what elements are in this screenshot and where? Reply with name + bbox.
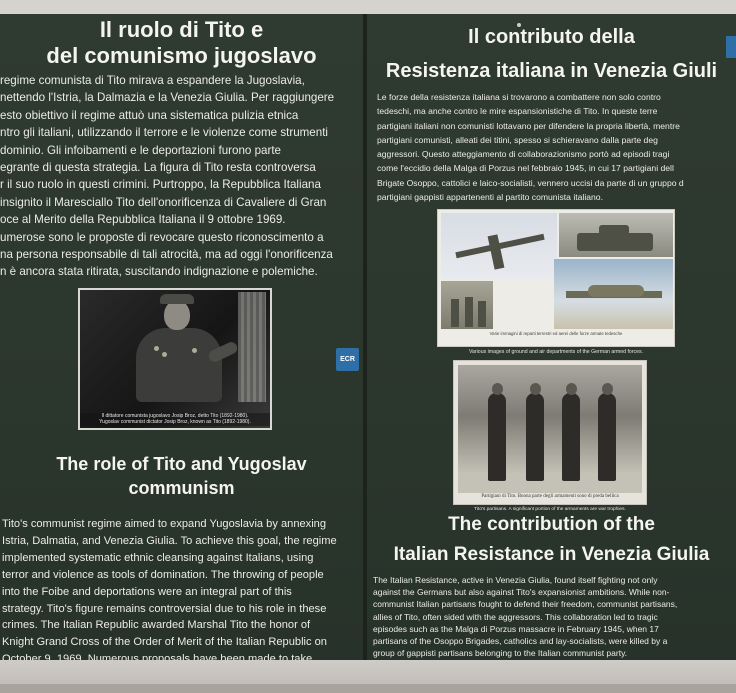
right-title-en-line-2: Italian Resistance in Venezia Giulia <box>393 544 710 565</box>
aircraft-photo <box>441 213 557 279</box>
partisan-figure <box>526 393 544 481</box>
body-line: oce al Merito della Repubblica Italiana il 9 ottobre 1969. <box>0 213 286 227</box>
tito-portrait-photo <box>78 288 272 430</box>
left-title-en-line-1: The role of Tito and Yugoslav <box>56 454 307 474</box>
body-line: dominio. Gli infoibamenti e le deportazioni furono parte <box>0 143 281 157</box>
soldiers-photo <box>441 281 493 329</box>
floor-strip <box>0 684 736 693</box>
body-line: crimes. The Italian Republic awarded Marshal Tito the honor of <box>2 619 311 632</box>
body-line: strategy. Tito's figure remains controversial due to his role in these <box>2 602 327 615</box>
body-line: come l'eccidio della Malga di Porzus nel febbraio 1945, in cui 17 partigiani dell <box>377 163 674 174</box>
body-line: The Italian Resistance, active in Venezia Giulia, found itself fighting not only <box>373 575 658 585</box>
soldier-figure <box>451 299 459 327</box>
tank-photo <box>559 213 673 257</box>
collage-caption-en: Various images of ground and air departments of the German armed forces. <box>468 349 644 355</box>
body-line: implemented systematic ethnic cleansing against Italians, using <box>2 551 314 564</box>
wall-top <box>0 0 736 14</box>
body-line: terror and violence as tools of domination. The throwing of people <box>2 568 324 581</box>
tito-photo-caption <box>80 413 270 426</box>
body-line: insignito il Maresciallo Tito dell'onorificenza di Cavaliere di Gran <box>0 195 327 209</box>
tank-hull <box>577 233 653 251</box>
body-line: Tito's communist regime aimed to expand Yugoslavia by annexing <box>2 518 327 530</box>
panel-tito-role <box>0 14 363 662</box>
body-line: esto obiettivo il regime attuò una sistematica pulizia etnica <box>0 108 299 122</box>
partisan-head <box>492 383 503 395</box>
partisan-head <box>530 383 541 395</box>
partisan-figure <box>598 393 616 481</box>
tank-turret <box>599 225 629 235</box>
left-title-it-line-1: Il ruolo di Tito e <box>99 17 264 42</box>
body-line: group of gappisti partisans belonging to the Italian communist party. <box>373 648 628 659</box>
right-body-en <box>373 574 729 659</box>
body-line: partigiani comunisti, alleati dei titini, spesso si schieravano dalla parte deg <box>377 134 658 145</box>
right-title-it-line-2: Resistenza italiana in Venezia Giuli <box>385 60 718 82</box>
left-title-en-line-2: communism <box>128 478 235 498</box>
partisan-head <box>566 383 577 395</box>
body-line: nettendo l'Istria, la Dalmazia e la Venezia Giulia. Per raggiungere <box>0 91 335 105</box>
portrait-head <box>164 300 190 330</box>
body-line: against the Germans but also against Tito's expansionist ambitions. While non- <box>373 587 670 598</box>
body-line: n è ancora stata ritirata, suscitando indignazione e polemiche. <box>0 265 318 279</box>
body-line: umerose sono le proposte di revocare questo riconoscimento a <box>0 230 324 244</box>
body-line: into the Foibe and deportations were an integral part of this <box>2 585 292 598</box>
ecr-logo-badge: ECR <box>336 348 359 371</box>
plane-fuselage <box>488 234 505 269</box>
caption-line-en: Yugoslav communist dictator Josip Broz, known as Tito (1892-1980). <box>99 419 251 426</box>
body-line: communist Italian partisans fought to defend their freedom, communist partisans, <box>373 599 678 610</box>
partisans-caption-it: Partigiani di Tito. Buona parte degli armamenti sono di preda bellica <box>481 494 619 499</box>
body-line: regime comunista di Tito mirava a espandere la Jugoslavia, <box>0 74 305 87</box>
uniform-figure <box>136 328 222 402</box>
tito-partisans-photo <box>453 360 647 505</box>
left-body-it <box>0 72 360 281</box>
body-line: tedeschi, ma anche contro le mire espansionistiche di Tito. In queste terre <box>377 106 658 117</box>
body-line: egrante di questa strategia. La figura di Tito resta controversa <box>0 161 316 175</box>
plane-fuselage <box>588 285 644 297</box>
partisan-head <box>602 383 613 395</box>
partisan-figure <box>562 393 580 481</box>
right-body-it <box>377 90 736 204</box>
caption-line-it: Il dittatore comunista jugoslavo Josip Broz, detto Tito (1892-1980). <box>101 412 249 419</box>
medal-icon <box>162 352 167 357</box>
body-line: Knight Grand Cross of the Order of Merit of the Italian Republic on <box>2 636 327 649</box>
partisan-figure <box>488 393 506 481</box>
right-title-en-line-1: The contribution of the <box>448 514 655 535</box>
fighter-plane-photo <box>554 259 673 329</box>
panel-italian-resistance <box>367 14 736 662</box>
medal-icon <box>154 346 159 351</box>
body-line: Le forze della resistenza italiana si trovarono a combattere non solo contro <box>377 92 661 102</box>
curtain-background <box>238 292 266 402</box>
body-line: aggressori. Questo atteggiamento di collaborazionismo portò ad episodi tragi <box>377 149 670 160</box>
body-line: partigiani italiani non comunisti lottavano per difendere la propria libertà, mentre <box>377 120 680 131</box>
german-forces-photo-collage <box>437 209 675 347</box>
body-line: allies of Tito, often sided with the aggressors. This collaboration led to tragic <box>373 611 658 622</box>
body-line: episodes such as the Malga di Porzus massacre in February 1945, when 17 <box>373 623 659 634</box>
body-line: ntro gli italiani, utilizzando il terrore e le violenze come strumenti <box>0 126 328 140</box>
left-title-it-line-2: del comunismo jugoslavo <box>46 43 317 68</box>
partisans-image <box>458 365 642 493</box>
body-line: partigiani gappisti appartenenti al partito comunista italiano. <box>377 192 603 203</box>
partisans-caption-en: Tito's partisans. A significant portion of the armaments are war trophies. <box>474 507 626 512</box>
body-line: partisans of the Osoppo Brigades, catholics and lay-socialists, were killed by a <box>373 636 668 647</box>
portrait-cap <box>160 294 194 304</box>
body-line: Istria, Dalmatia, and Venezia Giulia. To achieve this goal, the regime <box>2 534 337 547</box>
right-title-it-line-1: Il contributo della <box>468 26 635 48</box>
collage-caption-it: Varie immagini di reparti terrestri ed aerei delle forze armate tedesche <box>489 331 623 336</box>
medal-icon <box>192 348 197 353</box>
body-line: na persona responsabile di tali atrocità, ma ad oggi l'onorificenza <box>0 248 333 262</box>
soldier-figure <box>478 301 486 327</box>
soldier-figure <box>465 297 473 327</box>
body-line: Brigate Osoppo, cattolici e laico-socialisti, vennero uccisi da parte di un gruppo d <box>377 177 684 188</box>
body-line: r il suo ruolo in questi crimini. Purtroppo, la Repubblica Italiana <box>0 178 321 192</box>
